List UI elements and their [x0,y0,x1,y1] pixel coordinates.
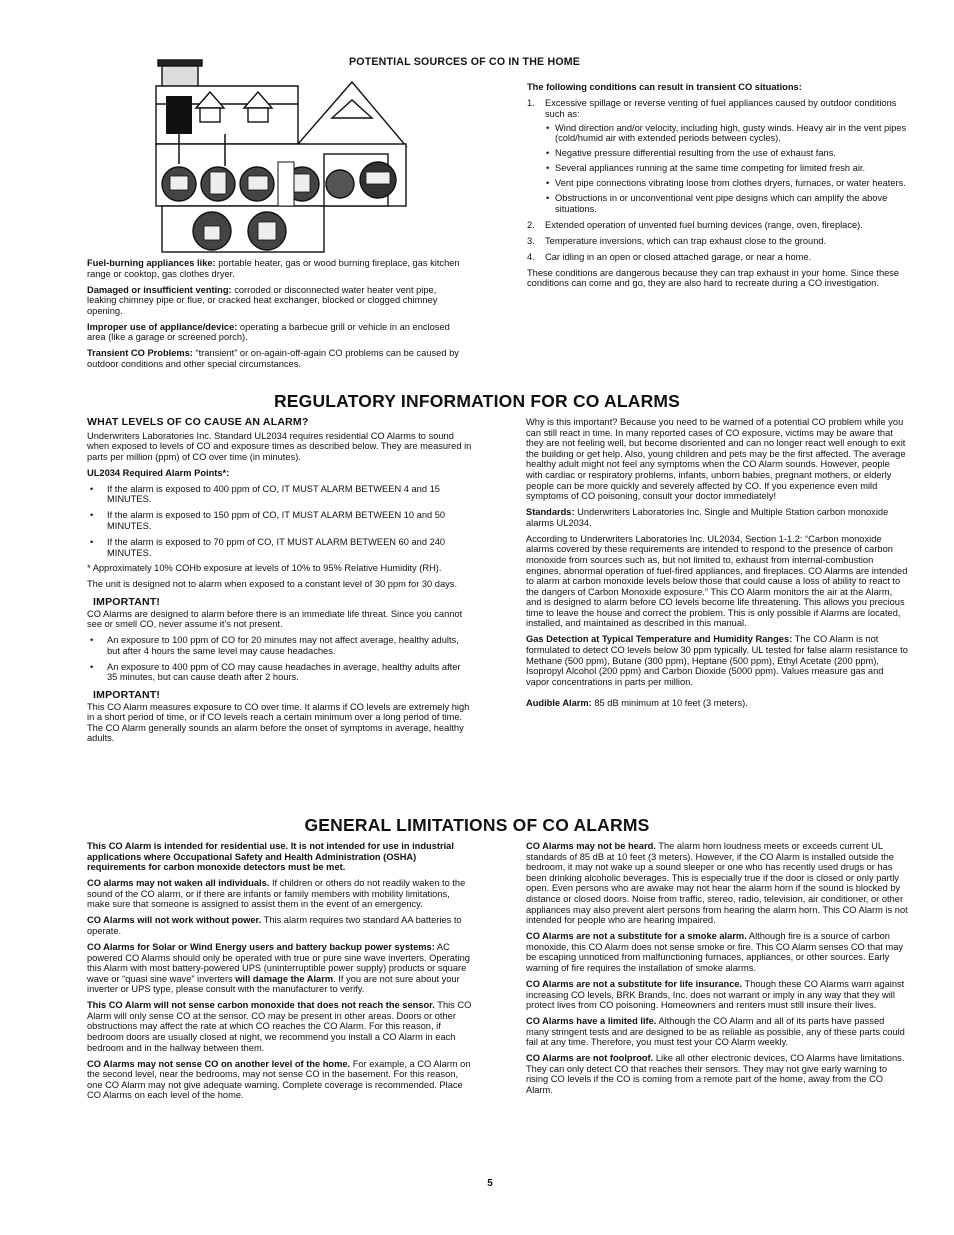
list-item: • Wind direction and/or velocity, including high, gusty winds. Heavy air in the vent pipes (cold/humid air with extended periods between cycles). [527,123,909,144]
paragraph: CO Alarms are designed to alarm before there is an immediate life threat. Since you cannot see or smell CO, never assume it’s not present. [87,608,463,630]
important-heading: IMPORTANT! [93,689,161,701]
list-item: • Negative pressure differential resulting from the use of exhaust fans. [527,148,909,159]
list-item: 4. Car idling in an open or closed attached garage, or near a home. [527,251,812,262]
paragraph: According to Underwriters Laboratories Inc. UL2034, Section 1-1.2: “Carbon monoxide alarms covered by these requirements are intended to respond to the presence of carbon monoxide from sources such as, but not limited to, exhaust from internal-combustion engines, abnormal operation of fuel-fired appliances, and fireplaces. CO Alarms are intended to alarm at carbon monoxide levels below those that could cause a loss of ability to react to the dangers of Carbon Monoxide exposure.” This CO Alarm monitors the air at the Alarm, and is designed to alarm before CO levels become life threatening. This allows you precious time to leave the house and correct the problem. This is only possible if Alarms are located, installed, and maintained as described in this manual. [526,533,908,629]
paragraph: Why is this important? Because you need to be warned of a potential CO problem while you can still react in time. In many reported cases of CO exposure, victims may be aware that they are not feeling well, but become disoriented and can no longer react well enough to exit the building or get help. Also, young children and pets may be the first affected. The average healthy adult might not feel any symptoms when the CO Alarm sounds. However, people with cardiac or respiratory problems, infants, unborn babies, pregnant mothers, or elderly people can be more quickly and severely affected by CO. If you experience even mild symptoms of CO poisoning, consult your doctor immediately! [526,417,906,502]
paragraph: CO Alarms are not a substitute for a smoke alarm. Although fire is a source of carbon monoxide, this CO Alarm does not sense smoke or fire. This CO Alarm senses CO that may be escaping unnoticed from malfunctioning furnaces, appliances, or other sources. Early warning of fire requires the installation of smoke alarms. [526,931,904,973]
paragraph: Standards: Underwriters Laboratories Inc. Single and Multiple Station carbon monoxide alarms UL2034. [526,507,889,528]
important-heading: IMPORTANT! [93,596,161,609]
paragraph: CO Alarms have a limited life. Although the CO Alarm and all of its parts have passed many stringent tests and are designed to be as reliable as possible, any of these parts could fail at any time. Therefore, you must test your CO Alarm weekly. [526,1016,905,1048]
transient-heading: The following conditions can result in transient CO situations: [527,82,802,92]
paragraph: CO Alarms may not be heard. The alarm horn loudness meets or exceeds current UL standards of 85 dB at 10 feet (3 meters). However, if the CO Alarm is installed outside the bedroom, it may not wake up a sound sleeper or one who has recently used drugs or has been drinking alcoholic beverages. This is especially true if the door is closed or only partly open. Even persons who are awake may not hear the alarm horn if the sound is blocked by distance or closed doors. Noise from traffic, stereo, radio, television, air conditioner, or other appliances may also prevent alert persons from hearing the alarm horn. This CO Alarm is not intended for people who are hearing impaired. [526,841,908,926]
list-item: • Several appliances running at the same time competing for limited fresh air. [527,163,909,174]
paragraph: Audible Alarm: 85 dB minimum at 10 feet (3 meters). [526,698,748,709]
regulatory-title: REGULATORY INFORMATION FOR CO ALARMS [273,391,681,411]
paragraph: The unit is designed not to alarm when exposed to a constant level of 30 ppm for 30 days. [87,579,458,590]
source-item: Transient CO Problems: “transient” or on-again-off-again CO problems can be caused by outdoor conditions and other special circumstances. [87,348,459,369]
paragraph: CO Alarms are not a substitute for life insurance. Though these CO Alarms warn against increasing CO levels, BRK Brands, Inc. does not warrant or imply in any way that they will protect lives from CO poisoning. Homeowners and renters must still insure their lives. [526,978,905,1011]
paragraph: This CO Alarm is intended for residential use. It is not intended for use in industrial applications where Occupational Safety and Health Administration (OSHA) requirements for carbon monoxide detectors must be met. [87,841,454,873]
points-heading: UL2034 Required Alarm Points*: [87,467,230,478]
footnote: * Approximately 10% COHb exposure at levels of 10% to 95% Relative Humidity (RH). [87,563,442,574]
list-item: • If the alarm is exposed to 150 ppm of CO, IT MUST ALARM BETWEEN 10 and 50 MINUTES. [87,510,472,531]
list-item: 2. Extended operation of unvented fuel burning devices (range, oven, fireplace). [527,219,863,230]
levels-heading: WHAT LEVELS OF CO CAUSE AN ALARM? [87,416,309,428]
list-item: • Vent pipe connections vibrating loose from clothes dryers, furnaces, or water heaters. [527,178,909,189]
limitations-title: GENERAL LIMITATIONS OF CO ALARMS [304,815,650,835]
page-number: 5 [487,1178,493,1189]
paragraph: Underwriters Laboratories Inc. Standard UL2034 requires residential CO Alarms to sound when exposed to levels of CO and exposure times as described below. They are measured in parts per million (ppm) of CO over time (in minutes). [87,430,472,462]
list-item: • If the alarm is exposed to 400 ppm of CO, IT MUST ALARM BETWEEN 4 and 15 MINUTES. [87,484,472,505]
list-item: • If the alarm is exposed to 70 ppm of CO, IT MUST ALARM BETWEEN 60 and 240 MINUTES. [87,537,472,558]
paragraph: CO Alarms for Solar or Wind Energy users and battery backup power systems: AC powered CO Alarms should only be operated with true or pure sine wave inverters. Operating this Alarm with most battery-powered UPS (uninterruptible power supply) products or square wave or “quasi sine wave” inverters will damage the Alarm. If you are not sure about your inverter or UPS type, please consult with the manufacturer to verify. [87,941,470,995]
source-item: Improper use of appliance/device: operating a barbecue grill or vehicle in an enclosed area (like a garage or screened porch). [87,321,450,343]
paragraph: CO Alarms may not sense CO on another level of the home. For example, a CO Alarm on the second level, near the bedrooms, may not sense CO in the basement. For this reason, one CO Alarm may not give adequate warning. Complete coverage is recommended. Place CO Alarms on each level of the home. [87,1058,471,1101]
paragraph: This CO Alarm will not sense carbon monoxide that does not reach the sensor. This CO Alarm will only sense CO at the sensor. CO may be present in other areas. Doors or other obstructions may affect the rate at which CO reaches the CO Alarm. For this reason, if bedroom doors are usually closed at night, we recommend you install a CO Alarm in each bedroom and in the hallway between them. [87,1000,472,1053]
paragraph: CO alarms may not waken all individuals. If children or others do not readily waken to the sound of the CO alarm, or if there are infants or family members with mobility limitations, make sure that someone is assigned to assist them in the event of an emergency. [87,878,466,910]
paragraph: CO Alarms will not work without power. This alarm requires two standard AA batteries to operate. [87,915,462,936]
list-item: • An exposure to 400 ppm of CO may cause headaches in average, healthy adults after 35 minutes, but can cause death after 2 hours. [87,662,472,683]
list-item: 3. Temperature inversions, which can trap exhaust close to the ground. [527,235,827,246]
source-item: Damaged or insufficient venting: corroded or disconnected water heater vent pipe, leaking chimney pipe or flue, or cracked heat exchanger, blocked or clogged chimney opening. [87,284,438,316]
source-item: Fuel-burning appliances like: portable heater, gas or wood burning fireplace, gas kitchen range or cooktop, gas clothes dryer. [87,258,460,279]
paragraph: Gas Detection at Typical Temperature and Humidity Ranges: The CO Alarm is not formulated to detect CO levels below 30 ppm typically. UL tested for false alarm resistance to Methane (500 ppm), Butane (300 ppm), Heptane (500 ppm), Ethyl Acetate (200 ppm), Isopropyl Alcohol (200 ppm) and Carbon Dioxide (5000 ppm). Values measure gas and vapor concentrations in parts per million. [526,634,908,687]
list-item: • Obstructions in or unconventional vent pipe designs which can amplify the above situations. [527,193,909,214]
house-illustration [152,56,412,256]
list-item: 1. Excessive spillage or reverse venting of fuel appliances caused by outdoor conditions such as: [527,97,897,119]
paragraph: This CO Alarm measures exposure to CO over time. It alarms if CO levels are extremely high in a short period of time, or if CO levels reach a certain minimum over a long period of time. The CO Alarm generally sounds an alarm before the onset of symptoms in average, healthy adults. [87,701,470,744]
transient-closing: These conditions are dangerous because they can trap exhaust in your home. Since these conditions can come and go, they are also hard to recreate during a CO investigation. [527,267,900,289]
list-item: • An exposure to 100 ppm of CO for 20 minutes may not affect average, healthy adults, but after 4 hours the same level may cause headaches. [87,635,472,656]
co-sources-heading: POTENTIAL SOURCES OF CO IN THE HOME [349,56,581,68]
paragraph: CO Alarms are not foolproof. Like all other electronic devices, CO Alarms have limitations. They can only detect CO that reaches their sensors. They may not give early warning to rising CO levels if the CO is coming from a remote part of the home, away from the CO Alarm. [526,1053,905,1096]
